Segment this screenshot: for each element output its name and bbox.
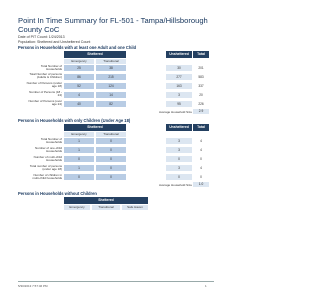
section2-cell: 1 [64, 138, 94, 144]
pit-date: Date of PIT Count: 1/24/2013 [18, 35, 65, 39]
section1-cell: 14 [96, 92, 126, 98]
section1-emergency-header: Emergency [64, 59, 94, 64]
section1-average-value: 2.9 [193, 109, 209, 114]
section1-unsheltered-header: Unsheltered [166, 51, 192, 58]
section3-sheltered-header: Sheltered [64, 197, 148, 204]
section2-cell: 3 [166, 165, 192, 171]
section1-cell: 337 [193, 83, 209, 89]
section2-total-header: Total [193, 124, 209, 131]
section2-average-label: Average Household Size [159, 183, 192, 187]
section1-cell: 3 [166, 92, 192, 98]
section2-row-label: Total number of persons (under age 18) [29, 164, 62, 172]
section1-average-label: Average Household Size [159, 110, 192, 114]
section2-average-value: 1.0 [193, 182, 209, 187]
section1-cell: 95 [166, 101, 192, 107]
section1-cell: 583 [193, 74, 209, 80]
section2-cell: 0 [96, 138, 126, 144]
section1-cell: 226 [193, 101, 209, 107]
section1-row-label: Number of Persons (under age 18) [26, 81, 62, 89]
section2-row-label: Number of children in multi-child households [32, 173, 62, 181]
section3-emergency-header: Emergency [64, 205, 90, 210]
section1-cell: 82 [96, 101, 126, 107]
section1-cell: 25 [64, 65, 94, 71]
section2-row-label: Number of multi-child Households [33, 155, 62, 163]
section1-row-label: Total Number of Households [40, 64, 62, 72]
section1-transitional-header: Transitional [96, 59, 126, 64]
section2-unsheltered-header: Unsheltered [166, 124, 192, 131]
section2-cell: 4 [193, 138, 209, 144]
section1-row-label: Total Number of persons (Adults & Children) [29, 72, 62, 80]
section1-cell: 277 [166, 74, 192, 80]
section2-cell: 0 [64, 156, 94, 162]
section1-sheltered-header: Sheltered [64, 51, 126, 58]
section2-cell: 0 [166, 174, 192, 180]
section2-cell: 1 [64, 165, 94, 171]
section2-cell: 0 [96, 165, 126, 171]
section2-cell: 0 [193, 174, 209, 180]
section1-row-label: Number of Persons (over age 24) [28, 99, 62, 107]
page-title: Point In Time Summary for FL-501 - Tampa/Hillsborough County CoC [18, 16, 208, 34]
section2-cell: 0 [64, 174, 94, 180]
footer-divider [18, 281, 214, 282]
section1-total-header: Total [193, 51, 209, 58]
section2-cell: 0 [96, 174, 126, 180]
section1-cell: 38 [96, 65, 126, 71]
section1-cell: 201 [193, 65, 209, 71]
section2-emergency-header: Emergency [64, 132, 94, 137]
section3-title: Persons in Households without Children [18, 191, 97, 196]
section3-safe-haven-header: Safe Haven [122, 205, 148, 210]
section1-cell: 52 [64, 83, 94, 89]
section2-transitional-header: Transitional [96, 132, 126, 137]
footer-date: 5/30/2013 7:57:46 PM [18, 284, 48, 288]
section1-cell: 215 [96, 74, 126, 80]
section1-cell: 163 [166, 83, 192, 89]
section2-cell: 4 [193, 165, 209, 171]
section2-cell: 0 [96, 156, 126, 162]
section1-cell: 86 [64, 74, 94, 80]
section1-cell: 30 [166, 65, 192, 71]
section1-cell: 124 [96, 83, 126, 89]
section2-cell: 0 [193, 156, 209, 162]
section1-row-label: Number of Persons (18 - 24) [29, 90, 62, 98]
section2-cell: 3 [166, 138, 192, 144]
section1-cell: 4 [64, 92, 94, 98]
section2-sheltered-header: Sheltered [64, 124, 126, 131]
population-label: Population: Sheltered and Unsheltered Count [18, 40, 91, 44]
section1-cell: 20 [193, 92, 209, 98]
section2-cell: 4 [193, 147, 209, 153]
section2-title: Persons in Households with only Children (Under Age 18) [18, 118, 131, 123]
section2-cell: 0 [166, 156, 192, 162]
section3-transitional-header: Transitional [92, 205, 120, 210]
section2-row-label: Number of one-child Households [34, 146, 62, 154]
page-number: 1 [205, 284, 207, 288]
section1-title: Persons in Households with at least one Adult and one Child [18, 45, 137, 50]
section2-row-label: Total Number of Households [40, 137, 62, 145]
section2-cell: 1 [64, 147, 94, 153]
section1-cell: 40 [64, 101, 94, 107]
section2-cell: 3 [166, 147, 192, 153]
section2-cell: 0 [96, 147, 126, 153]
